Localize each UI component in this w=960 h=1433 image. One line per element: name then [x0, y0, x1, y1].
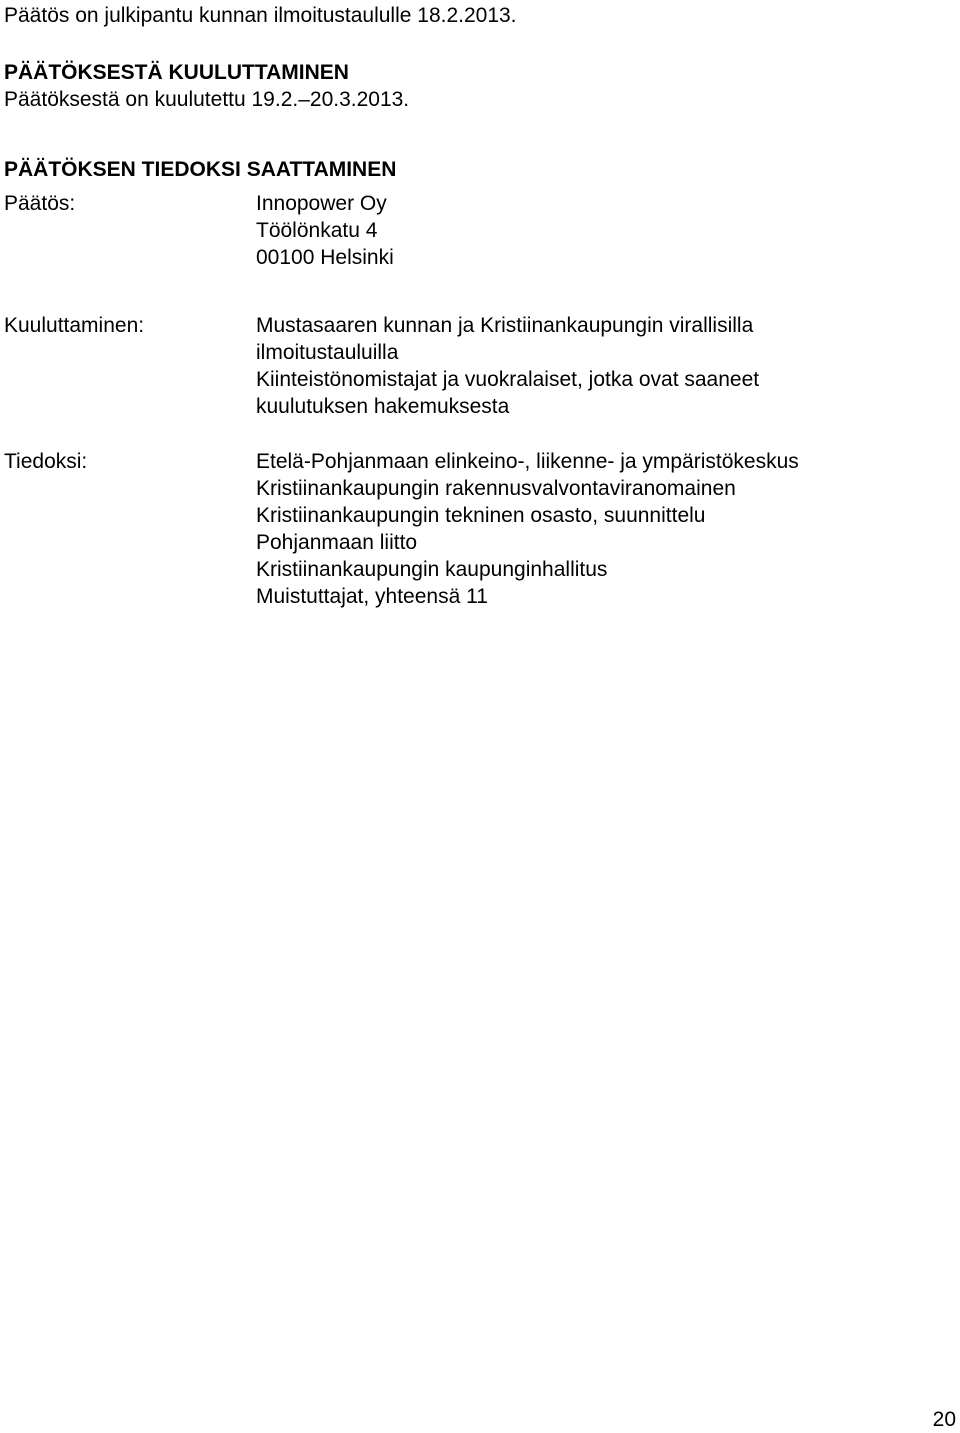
recipient-line: Etelä-Pohjanmaan elinkeino-, liikenne- ja ympäristökeskus — [256, 450, 799, 473]
decision-recipient — [256, 190, 394, 271]
recipient-line: Kristiinankaupungin tekninen osasto, suunnittelu — [256, 504, 706, 527]
recipient-city: 00100 Helsinki — [256, 246, 394, 269]
announcing-line: Kiinteistönomistajat ja vuokralaiset, jotka ovat saaneet — [256, 368, 760, 391]
recipient-line: Pohjanmaan liitto — [256, 531, 418, 554]
for-information-label: Tiedoksi: — [4, 450, 88, 473]
announcement-heading: PÄÄTÖKSESTÄ KUULUTTAMINEN — [4, 61, 349, 84]
announcing-list — [256, 312, 759, 420]
announcing-line: ilmoitustauluilla — [256, 341, 399, 364]
recipient-line: Kristiinankaupungin rakennusvalvontaviranomainen — [256, 477, 736, 500]
announcing-line: kuulutuksen hakemuksesta — [256, 395, 510, 418]
announcing-line: Mustasaaren kunnan ja Kristiinankaupungin virallisilla — [256, 314, 754, 337]
for-information-list — [256, 448, 799, 610]
page-number: 20 — [932, 1408, 956, 1431]
announcing-label: Kuuluttaminen: — [4, 314, 145, 337]
publication-text: Päätös on julkipantu kunnan ilmoitustaululle 18.2.2013. — [4, 4, 517, 27]
recipient-line: Muistuttajat, yhteensä 11 — [256, 585, 488, 608]
recipient-company: Innopower Oy — [256, 192, 387, 215]
recipient-street: Töölönkatu 4 — [256, 219, 378, 242]
notification-heading: PÄÄTÖKSEN TIEDOKSI SAATTAMINEN — [4, 158, 397, 181]
decision-label: Päätös: — [4, 192, 76, 215]
recipient-line: Kristiinankaupungin kaupunginhallitus — [256, 558, 608, 581]
announcement-text: Päätöksestä on kuulutettu 19.2.–20.3.2013. — [4, 88, 410, 111]
